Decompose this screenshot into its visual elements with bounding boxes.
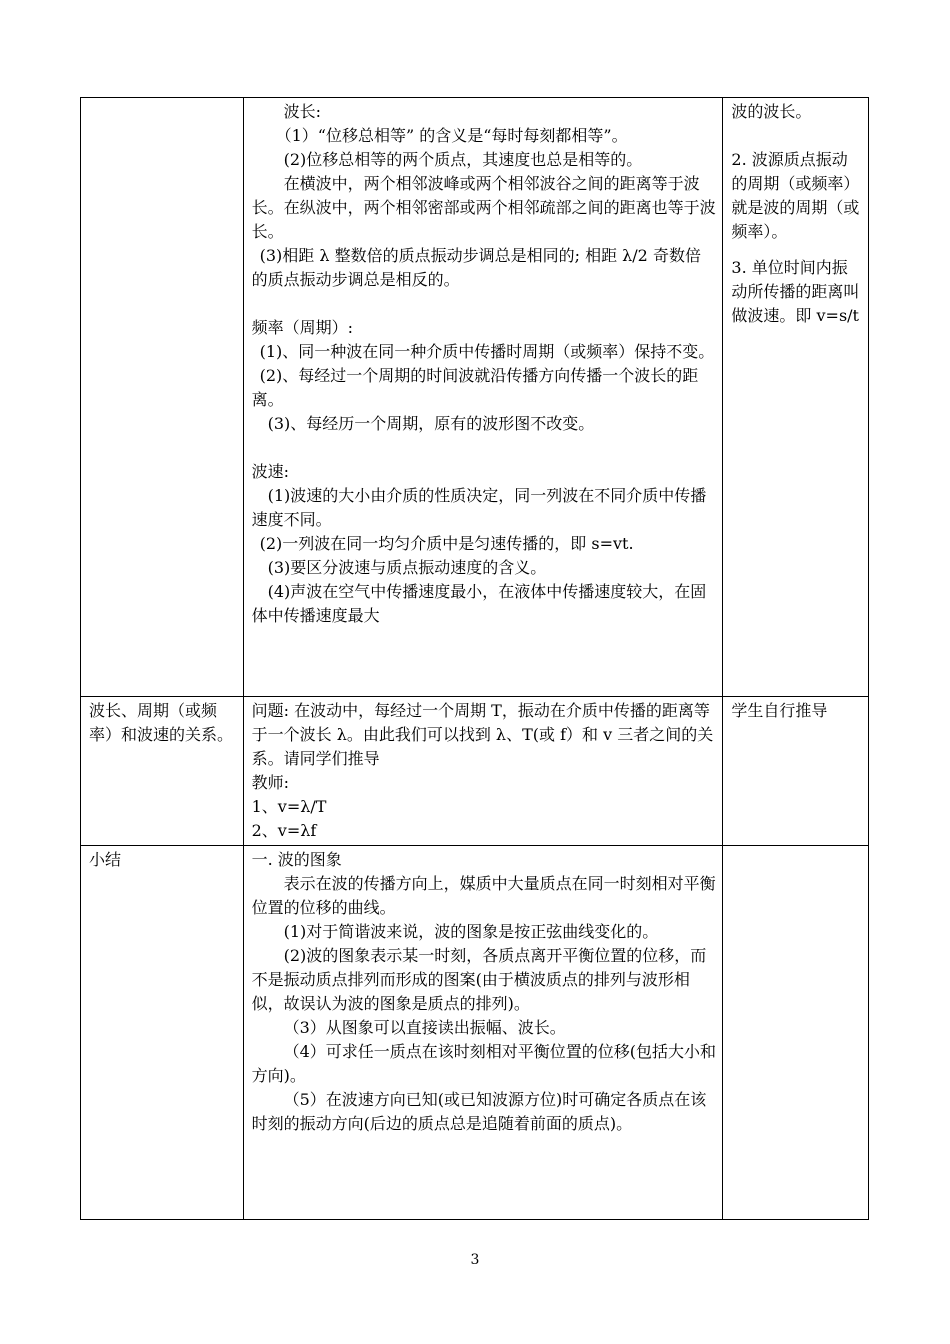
row2-content-cell	[243, 697, 723, 846]
wavelength-point-1: （1）“位移总相等” 的含义是“每时每刻都相等”。	[275, 126, 628, 145]
row1-content-cell	[243, 98, 723, 697]
note-3: 3. 单位时间内振动所传播的距离叫做波速。即 v=s/t	[731, 258, 860, 325]
row1-topic-cell	[81, 98, 244, 697]
speed-point-3: (3)要区分波速与质点振动速度的含义。	[267, 558, 547, 577]
wavelength-point-2: (2)位移总相等的两个质点，其速度也总是相等的。	[283, 150, 643, 169]
formula-1: 1、v=λ/T	[251, 797, 327, 816]
lesson-table	[80, 97, 869, 1220]
table-row	[81, 98, 869, 697]
table-row	[81, 846, 869, 1220]
speed-point-1: (1)波速的大小由介质的性质决定，同一列波在不同介质中传播速度不同。	[251, 486, 707, 529]
row3-notes-cell	[723, 846, 869, 1220]
frequency-title: 频率（周期）:	[251, 318, 354, 337]
row3-topic-cell: 小结	[81, 846, 244, 1220]
note-1: 波的波长。	[731, 102, 812, 121]
summary-point-5: （5）在波速方向已知(或已知波源方位)时可确定各质点在该时刻的振动方向(后边的质点总是追随着前面的质点)。	[251, 1090, 707, 1133]
teacher-label: 教师:	[251, 773, 290, 792]
table-row	[81, 697, 869, 846]
speed-point-2: (2)一列波在同一均匀介质中是匀速传播的，即 s=vt.	[259, 534, 634, 553]
summary-point-3: （3）从图象可以直接读出振幅、波长。	[283, 1018, 566, 1037]
speed-point-4: (4)声波在空气中传播速度最小，在液体中传播速度较大，在固体中传播速度最大	[251, 582, 707, 625]
row3-content-cell	[243, 846, 723, 1220]
wavelength-point-3: 在横波中，两个相邻波峰或两个相邻波谷之间的距离等于波长。在纵波中，两个相邻密部或两个相邻疏部之间的距离也等于波长。	[251, 174, 716, 241]
summary-point-1: (1)对于简谐波来说，波的图象是按正弦曲线变化的。	[283, 922, 659, 941]
row2-topic-cell: 波长、周期（或频率）和波速的关系。	[81, 697, 244, 846]
row1-notes-cell	[723, 98, 869, 697]
row2-notes-cell: 学生自行推导	[723, 697, 869, 846]
frequency-point-2: (2)、每经过一个周期的时间波就沿传播方向传播一个波长的距离。	[251, 366, 699, 409]
note-2: 2. 波源质点振动的周期（或频率）就是波的周期（或频率）。	[731, 150, 860, 241]
speed-title: 波速:	[251, 462, 290, 481]
frequency-point-3: (3)、每经历一个周期，原有的波形图不改变。	[267, 414, 595, 433]
relation-question: 问题: 在波动中，每经过一个周期 T，振动在介质中传播的距离等于一个波长 λ。由此我们可以找到 λ、T(或 f）和 v 三者之间的关系。请同学们推导	[251, 701, 714, 768]
summary-point-4: （4）可求任一质点在该时刻相对平衡位置的位移(包括大小和方向)。	[251, 1042, 717, 1085]
page-number: 3	[470, 1252, 480, 1268]
wavelength-point-4: (3)相距 λ 整数倍的质点振动步调总是相同的; 相距 λ/2 奇数倍的质点振动步调总是相反的。	[251, 246, 701, 289]
summary-definition: 表示在波的传播方向上，媒质中大量质点在同一时刻相对平衡位置的位移的曲线。	[251, 874, 716, 917]
frequency-point-1: (1)、同一种波在同一种介质中传播时周期（或频率）保持不变。	[259, 342, 715, 361]
formula-2: 2、v=λf	[251, 821, 317, 840]
summary-title: 一. 波的图象	[251, 850, 342, 869]
summary-point-2: (2)波的图象表示某一时刻，各质点离开平衡位置的位移，而不是振动质点排列而形成的图案(由于横波质点的排列与波形相似，故误认为波的图象是质点的排列)。	[251, 946, 707, 1013]
wavelength-title: 波长:	[283, 102, 322, 121]
